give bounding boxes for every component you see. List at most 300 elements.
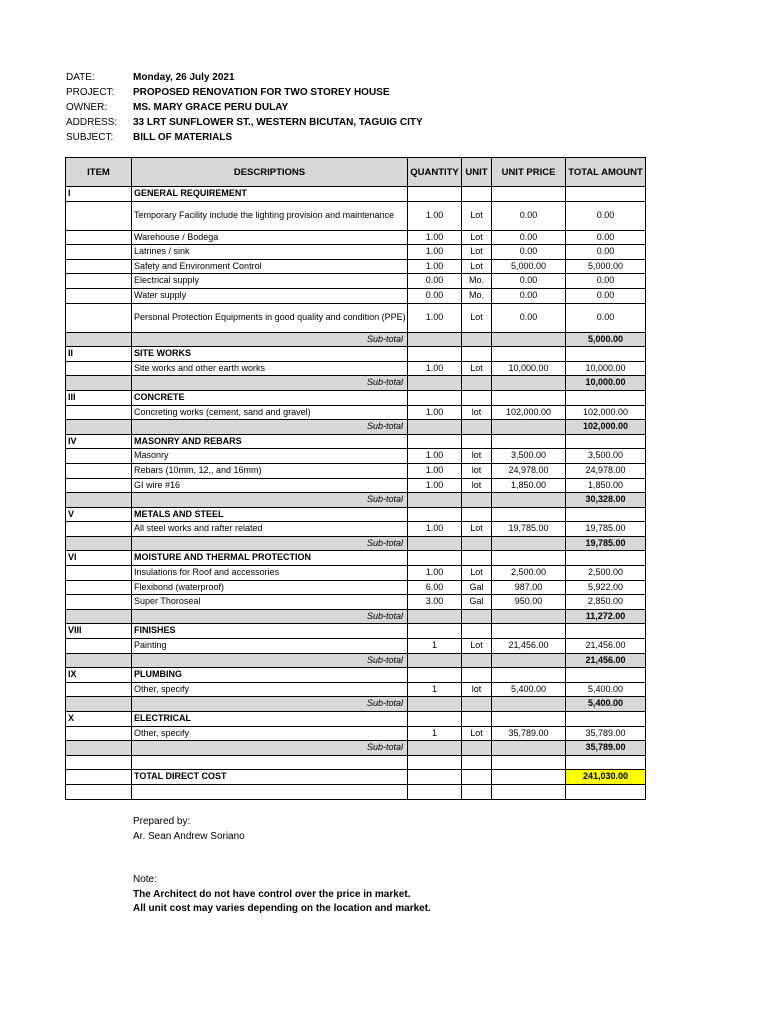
item-description: Rebars (10mm, 12,, and 16mm) [132, 463, 408, 478]
subtotal-label: Sub-total [132, 741, 408, 756]
section-row [66, 390, 646, 405]
subtotal-value: 5,400.00 [566, 697, 646, 712]
empty-cell [462, 536, 492, 551]
empty-cell [408, 551, 462, 566]
section-name: MOISTURE AND THERMAL PROTECTION [132, 551, 408, 566]
empty-cell [462, 420, 492, 435]
section-number: III [66, 390, 132, 405]
section-name: PLUMBING [132, 668, 408, 683]
empty-cell [66, 580, 132, 595]
item-quantity: 1.00 [408, 522, 462, 537]
empty-cell [462, 507, 492, 522]
empty-cell [408, 536, 462, 551]
item-total-amount: 24,978.00 [566, 463, 646, 478]
item-unit-price: 0.00 [492, 230, 566, 245]
empty-cell [566, 187, 646, 202]
empty-cell [408, 697, 462, 712]
item-unit-price: 102,000.00 [492, 405, 566, 420]
item-unit: Lot [462, 303, 492, 332]
empty-cell [492, 536, 566, 551]
empty-cell [462, 668, 492, 683]
subtotal-label: Sub-total [132, 332, 408, 347]
item-unit-price: 5,000.00 [492, 259, 566, 274]
empty-cell [132, 755, 408, 770]
empty-cell [66, 639, 132, 654]
empty-cell [408, 741, 462, 756]
item-total-amount: 0.00 [566, 288, 646, 303]
subtotal-value: 10,000.00 [566, 376, 646, 391]
table-row [66, 245, 646, 260]
table-header-row [66, 158, 646, 187]
section-number: IX [66, 668, 132, 683]
item-description: Electrical supply [132, 274, 408, 289]
table-row [66, 478, 646, 493]
item-unit-price: 950.00 [492, 595, 566, 610]
empty-cell [492, 332, 566, 347]
empty-cell [462, 332, 492, 347]
empty-cell [462, 390, 492, 405]
subtotal-label: Sub-total [132, 420, 408, 435]
section-row [66, 347, 646, 362]
item-quantity: 0.00 [408, 274, 462, 289]
total-row [66, 770, 646, 785]
empty-cell [462, 784, 492, 799]
subtotal-value: 35,789.00 [566, 741, 646, 756]
empty-cell [566, 712, 646, 727]
item-total-amount: 21,456.00 [566, 639, 646, 654]
section-name: ELECTRICAL [132, 712, 408, 727]
empty-cell [492, 187, 566, 202]
subtotal-value: 21,456.00 [566, 653, 646, 668]
item-total-amount: 0.00 [566, 303, 646, 332]
item-total-amount: 5,922.00 [566, 580, 646, 595]
total-direct-cost-value: 241,030.00 [566, 770, 646, 785]
bill-of-materials-table [65, 157, 646, 800]
section-row [66, 187, 646, 202]
empty-cell [132, 784, 408, 799]
empty-cell [66, 274, 132, 289]
item-unit: Lot [462, 259, 492, 274]
empty-cell [462, 741, 492, 756]
section-name: METALS AND STEEL [132, 507, 408, 522]
address-label: ADDRESS: [66, 117, 118, 128]
section-number: I [66, 187, 132, 202]
empty-cell [66, 303, 132, 332]
empty-cell [566, 507, 646, 522]
note-line-2: All unit cost may varies depending on the location and market. [133, 903, 431, 914]
empty-cell [492, 624, 566, 639]
item-unit: lot [462, 478, 492, 493]
empty-cell [492, 493, 566, 508]
item-unit-price: 19,785.00 [492, 522, 566, 537]
item-unit: Lot [462, 230, 492, 245]
section-number: VIII [66, 624, 132, 639]
project-row [66, 85, 423, 100]
item-unit: lot [462, 449, 492, 464]
item-quantity: 6.00 [408, 580, 462, 595]
empty-cell [408, 712, 462, 727]
item-description: All steel works and rafter related [132, 522, 408, 537]
item-unit-price: 21,456.00 [492, 639, 566, 654]
item-quantity: 1 [408, 682, 462, 697]
empty-cell [408, 609, 462, 624]
section-name: FINISHES [132, 624, 408, 639]
section-name: SITE WORKS [132, 347, 408, 362]
empty-cell [66, 245, 132, 260]
total-direct-cost-label: TOTAL DIRECT COST [132, 770, 408, 785]
item-total-amount: 3,500.00 [566, 449, 646, 464]
empty-cell [66, 376, 132, 391]
empty-cell [566, 434, 646, 449]
item-unit: Mo. [462, 274, 492, 289]
item-total-amount: 5,400.00 [566, 682, 646, 697]
empty-cell [492, 755, 566, 770]
item-unit-price: 987.00 [492, 580, 566, 595]
item-description: Site works and other earth works [132, 361, 408, 376]
empty-cell [492, 434, 566, 449]
preparer-name: Ar. Sean Andrew Soriano [133, 830, 245, 842]
item-unit: Lot [462, 201, 492, 230]
empty-cell [408, 755, 462, 770]
item-unit: lot [462, 405, 492, 420]
empty-cell [66, 230, 132, 245]
note-block [133, 873, 431, 917]
empty-cell [408, 653, 462, 668]
empty-cell [66, 653, 132, 668]
item-total-amount: 0.00 [566, 245, 646, 260]
subtotal-value: 102,000.00 [566, 420, 646, 435]
empty-cell [566, 668, 646, 683]
table-row [66, 288, 646, 303]
empty-cell [492, 609, 566, 624]
item-unit: Gal [462, 580, 492, 595]
subtotal-row [66, 741, 646, 756]
item-unit: lot [462, 682, 492, 697]
item-unit: Lot [462, 726, 492, 741]
project-value: PROPOSED RENOVATION FOR TWO STOREY HOUSE [133, 87, 390, 98]
item-unit-price: 0.00 [492, 288, 566, 303]
table-row [66, 405, 646, 420]
subtotal-label: Sub-total [132, 493, 408, 508]
empty-cell [66, 755, 132, 770]
date-label: DATE: [66, 72, 95, 83]
empty-cell [462, 697, 492, 712]
empty-cell [66, 463, 132, 478]
empty-cell [66, 522, 132, 537]
empty-cell [408, 493, 462, 508]
subtotal-label: Sub-total [132, 536, 408, 551]
empty-cell [66, 595, 132, 610]
item-unit-price: 2,500.00 [492, 566, 566, 581]
item-total-amount: 2,500.00 [566, 566, 646, 581]
empty-cell [408, 187, 462, 202]
section-row [66, 712, 646, 727]
subtotal-row [66, 697, 646, 712]
empty-cell [492, 697, 566, 712]
item-description: Painting [132, 639, 408, 654]
item-unit: Gal [462, 595, 492, 610]
section-name: CONCRETE [132, 390, 408, 405]
item-quantity: 0.00 [408, 288, 462, 303]
prepared-by-label: Prepared by: [133, 816, 191, 827]
table-row [66, 522, 646, 537]
address-value: 33 LRT SUNFLOWER ST., WESTERN BICUTAN, TAGUIG CITY [133, 117, 423, 128]
item-quantity: 1.00 [408, 201, 462, 230]
item-unit: Lot [462, 361, 492, 376]
item-quantity: 1 [408, 639, 462, 654]
item-total-amount: 10,000.00 [566, 361, 646, 376]
empty-cell [492, 551, 566, 566]
address-row [66, 115, 423, 130]
empty-cell [66, 405, 132, 420]
project-label: PROJECT: [66, 87, 115, 98]
owner-value: MS. MARY GRACE PERU DULAY [133, 102, 289, 113]
empty-cell [66, 770, 132, 785]
empty-cell [408, 668, 462, 683]
subtotal-row [66, 376, 646, 391]
empty-cell [408, 434, 462, 449]
item-quantity: 1.00 [408, 230, 462, 245]
empty-cell [462, 434, 492, 449]
empty-cell [66, 420, 132, 435]
section-row [66, 434, 646, 449]
item-total-amount: 19,785.00 [566, 522, 646, 537]
empty-cell [492, 376, 566, 391]
item-description: GI wire #16 [132, 478, 408, 493]
section-number: V [66, 507, 132, 522]
subtotal-row [66, 609, 646, 624]
empty-cell [462, 493, 492, 508]
item-unit-price: 0.00 [492, 201, 566, 230]
section-number: X [66, 712, 132, 727]
subtotal-label: Sub-total [132, 609, 408, 624]
empty-cell [66, 449, 132, 464]
item-description: Safety and Environment Control [132, 259, 408, 274]
item-unit-price: 3,500.00 [492, 449, 566, 464]
section-name: MASONRY AND REBARS [132, 434, 408, 449]
item-unit-price: 5,400.00 [492, 682, 566, 697]
section-number: IV [66, 434, 132, 449]
section-name: GENERAL REQUIREMENT [132, 187, 408, 202]
table-row [66, 361, 646, 376]
document-header [66, 70, 423, 145]
item-quantity: 1.00 [408, 303, 462, 332]
empty-cell [66, 726, 132, 741]
empty-cell [492, 347, 566, 362]
spacer-row [66, 784, 646, 799]
subtotal-row [66, 493, 646, 508]
item-description: Concreting works (cement, sand and gravel) [132, 405, 408, 420]
item-total-amount: 2,850.00 [566, 595, 646, 610]
item-unit-price: 0.00 [492, 274, 566, 289]
table-row [66, 463, 646, 478]
empty-cell [492, 770, 566, 785]
col-header-total-amount: TOTAL AMOUNT [566, 158, 646, 187]
empty-cell [66, 741, 132, 756]
empty-cell [66, 361, 132, 376]
item-unit-price: 0.00 [492, 303, 566, 332]
empty-cell [66, 609, 132, 624]
item-description: Latrines / sink [132, 245, 408, 260]
table-row [66, 230, 646, 245]
empty-cell [492, 712, 566, 727]
empty-cell [462, 624, 492, 639]
subject-value: BILL OF MATERIALS [133, 132, 233, 143]
empty-cell [492, 420, 566, 435]
subtotal-value: 5,000.00 [566, 332, 646, 347]
section-number: II [66, 347, 132, 362]
table-row [66, 201, 646, 230]
empty-cell [66, 536, 132, 551]
empty-cell [492, 653, 566, 668]
empty-cell [462, 347, 492, 362]
empty-cell [66, 259, 132, 274]
item-description: Insulations for Roof and accessories [132, 566, 408, 581]
section-row [66, 507, 646, 522]
col-header-quantity: QUANTITY [408, 158, 462, 187]
note-label: Note: [133, 874, 157, 885]
col-header-unit-price: UNIT PRICE [492, 158, 566, 187]
empty-cell [462, 770, 492, 785]
item-total-amount: 0.00 [566, 230, 646, 245]
subtotal-label: Sub-total [132, 697, 408, 712]
table-row [66, 566, 646, 581]
empty-cell [408, 784, 462, 799]
subtotal-value: 30,328.00 [566, 493, 646, 508]
table-row [66, 259, 646, 274]
table-row [66, 580, 646, 595]
item-unit: Lot [462, 639, 492, 654]
empty-cell [492, 390, 566, 405]
empty-cell [66, 697, 132, 712]
item-description: Other, specify [132, 726, 408, 741]
empty-cell [66, 566, 132, 581]
empty-cell [462, 551, 492, 566]
item-unit-price: 24,978.00 [492, 463, 566, 478]
table-row [66, 449, 646, 464]
item-total-amount: 0.00 [566, 274, 646, 289]
note-line-1: The Architect do not have control over the price in market. [133, 888, 411, 900]
empty-cell [66, 332, 132, 347]
subtotal-row [66, 420, 646, 435]
empty-cell [462, 712, 492, 727]
item-description: Flexibond (waterproof) [132, 580, 408, 595]
table-row [66, 639, 646, 654]
empty-cell [462, 376, 492, 391]
item-quantity: 1.00 [408, 478, 462, 493]
empty-cell [408, 420, 462, 435]
table-row [66, 682, 646, 697]
date-row [66, 70, 423, 85]
empty-cell [492, 741, 566, 756]
empty-cell [66, 478, 132, 493]
item-description: Personal Protection Equipments in good quality and condition (PPE) [132, 303, 408, 332]
item-quantity: 1.00 [408, 259, 462, 274]
subject-row [66, 130, 423, 145]
item-unit-price: 35,789.00 [492, 726, 566, 741]
owner-row [66, 100, 423, 115]
section-number: VI [66, 551, 132, 566]
empty-cell [408, 347, 462, 362]
item-quantity: 1 [408, 726, 462, 741]
item-total-amount: 102,000.00 [566, 405, 646, 420]
item-quantity: 1.00 [408, 463, 462, 478]
item-total-amount: 1,850.00 [566, 478, 646, 493]
empty-cell [566, 390, 646, 405]
table-row [66, 595, 646, 610]
item-description: Other, specify [132, 682, 408, 697]
item-total-amount: 5,000.00 [566, 259, 646, 274]
empty-cell [66, 493, 132, 508]
subtotal-label: Sub-total [132, 653, 408, 668]
item-description: Warehouse / Bodega [132, 230, 408, 245]
empty-cell [492, 668, 566, 683]
empty-cell [408, 390, 462, 405]
empty-cell [492, 784, 566, 799]
subtotal-value: 11,272.00 [566, 609, 646, 624]
table-row [66, 726, 646, 741]
empty-cell [566, 784, 646, 799]
empty-cell [408, 332, 462, 347]
empty-cell [66, 682, 132, 697]
item-description: Masonry [132, 449, 408, 464]
empty-cell [566, 347, 646, 362]
empty-cell [462, 187, 492, 202]
empty-cell [462, 755, 492, 770]
spacer-row [66, 755, 646, 770]
item-quantity: 3.00 [408, 595, 462, 610]
empty-cell [408, 770, 462, 785]
prepared-by-block [133, 815, 245, 844]
date-value: Monday, 26 July 2021 [133, 72, 235, 83]
section-row [66, 551, 646, 566]
empty-cell [408, 376, 462, 391]
item-unit-price: 10,000.00 [492, 361, 566, 376]
table-row [66, 274, 646, 289]
empty-cell [492, 507, 566, 522]
table-row [66, 303, 646, 332]
section-row [66, 624, 646, 639]
item-quantity: 1.00 [408, 449, 462, 464]
subtotal-value: 19,785.00 [566, 536, 646, 551]
item-quantity: 1.00 [408, 245, 462, 260]
subtotal-row [66, 653, 646, 668]
item-quantity: 1.00 [408, 405, 462, 420]
empty-cell [566, 551, 646, 566]
empty-cell [408, 624, 462, 639]
empty-cell [66, 784, 132, 799]
empty-cell [66, 201, 132, 230]
item-unit: Lot [462, 566, 492, 581]
item-unit: Mo. [462, 288, 492, 303]
subtotal-row [66, 536, 646, 551]
empty-cell [462, 653, 492, 668]
item-quantity: 1.00 [408, 361, 462, 376]
subtotal-label: Sub-total [132, 376, 408, 391]
empty-cell [408, 507, 462, 522]
empty-cell [66, 288, 132, 303]
item-unit: Lot [462, 522, 492, 537]
col-header-item: ITEM [66, 158, 132, 187]
item-description: Super Thoroseal [132, 595, 408, 610]
item-unit-price: 1,850.00 [492, 478, 566, 493]
item-description: Temporary Facility include the lighting provision and maintenance [132, 201, 408, 230]
empty-cell [566, 755, 646, 770]
item-unit: lot [462, 463, 492, 478]
section-row [66, 668, 646, 683]
item-quantity: 1.00 [408, 566, 462, 581]
col-header-unit: UNIT [462, 158, 492, 187]
